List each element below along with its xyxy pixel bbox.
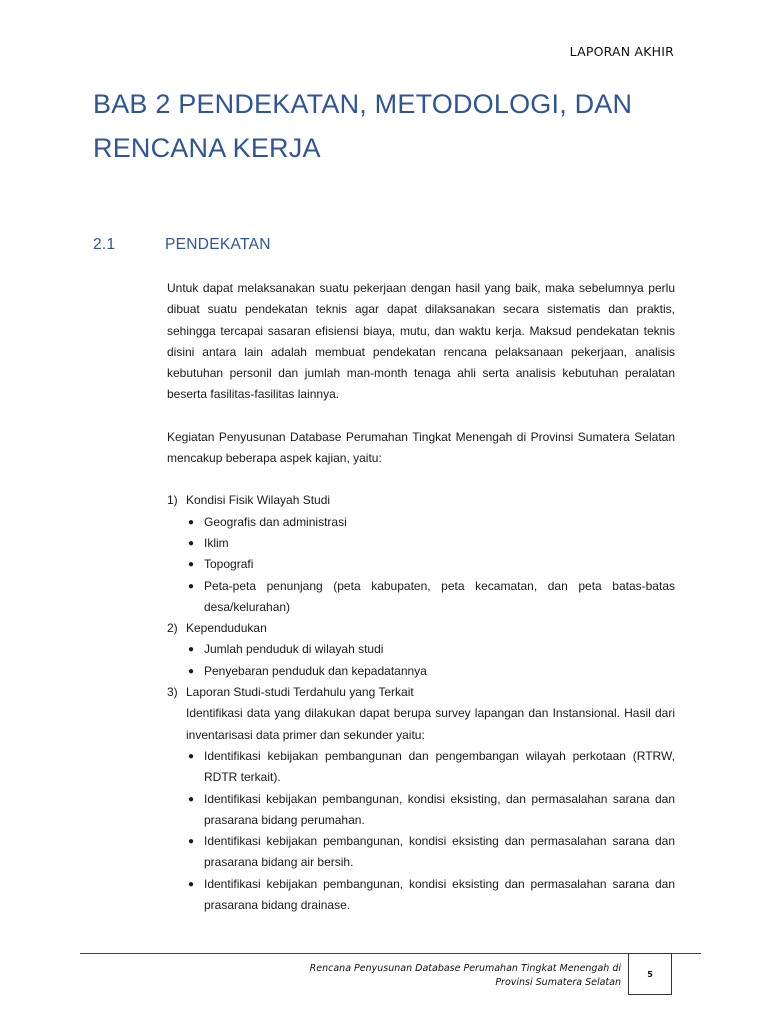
aspects-list [167, 490, 675, 916]
list-item: ● Topografi [186, 554, 675, 575]
list-item: ● Iklim [186, 533, 675, 554]
list-item: ● Identifikasi kebijakan pembangunan, kondisi eksisting dan permasalahan sarana dan prasarana bidang air bersih. [186, 831, 675, 874]
section-heading [93, 236, 271, 254]
bullet-dot-icon: ● [188, 836, 195, 848]
running-header: LAPORAN AKHIR [569, 44, 674, 59]
aspect-number: 3) [167, 685, 178, 700]
aspect-number: 2) [167, 621, 178, 636]
body-content [167, 278, 675, 916]
bullet-dot-icon: ● [188, 665, 195, 677]
bullet-dot-icon: ● [188, 793, 195, 805]
list-item: ● Identifikasi kebijakan pembangunan, kondisi eksisting dan permasalahan sarana dan prasarana bidang drainase. [186, 874, 675, 917]
chapter-title [93, 82, 693, 170]
aspect-item [167, 490, 675, 618]
chapter-title-line-1: BAB 2 PENDEKATAN, METODOLOGI, DAN [93, 89, 633, 119]
page-number: 5 [628, 953, 672, 995]
aspect-item [167, 618, 675, 682]
section-number: 2.1 [93, 236, 116, 253]
list-item: ● Identifikasi kebijakan pembangunan, kondisi eksisting, dan permasalahan sarana dan prasarana bidang perumahan. [186, 789, 675, 832]
scope-paragraph: Kegiatan Penyusunan Database Perumahan Tingkat Menengah di Provinsi Sumatera Selatan mencakup beberapa aspek kajian, yaitu: [167, 429, 675, 466]
list-item: ● Geografis dan administrasi [186, 512, 675, 533]
intro-paragraph: Untuk dapat melaksanakan suatu pekerjaan dengan hasil yang baik, maka sebelumnya perlu dibuat suatu pendekatan teknis agar dapat dilaksanakan secara sistematis dan praktis, sehingga tercapai sasaran efisiensi biaya, mutu, dan waktu kerja. Maksud pendekatan teknis disini antara lain adalah membuat pendekatan rencana pelaksanaan pekerjaan, analisis kebutuhan personil dan jumlah man-month tenaga ahli serta analisis kebutuhan peralatan beserta fasilitas-fasilitas lainnya. [167, 281, 675, 402]
footer-line-1: Rencana Penyusunan Database Perumahan Tingkat Menengah di [309, 963, 621, 974]
bullet-dot-icon: ● [188, 559, 195, 571]
bullet-dot-icon: ● [188, 750, 195, 762]
aspect-subitems [186, 746, 675, 916]
list-item: ● Penyebaran penduduk dan kepadatannya [186, 661, 675, 682]
bullet-dot-icon: ● [188, 537, 195, 549]
footer-title [221, 962, 621, 990]
footer-rule [80, 953, 701, 954]
aspect-subitems [186, 639, 675, 682]
footer-line-2: Provinsi Sumatera Selatan [495, 977, 621, 988]
aspect-title: Laporan Studi-studi Terdahulu yang Terkait [186, 685, 414, 700]
aspect-number: 1) [167, 493, 178, 508]
aspect-subitems [186, 512, 675, 618]
aspect-item [167, 682, 675, 916]
list-item: ● Peta-peta penunjang (peta kabupaten, peta kecamatan, dan peta batas-batas desa/kelurahan) [186, 576, 675, 619]
aspect-title: Kondisi Fisik Wilayah Studi [186, 493, 331, 508]
aspect-title: Kependudukan [186, 621, 267, 636]
bullet-dot-icon: ● [188, 644, 195, 656]
section-title: PENDEKATAN [165, 236, 271, 253]
bullet-dot-icon: ● [188, 516, 195, 528]
chapter-title-line-2: RENCANA KERJA [93, 133, 321, 163]
list-item: ● Jumlah penduduk di wilayah studi [186, 639, 675, 660]
list-item: ● Identifikasi kebijakan pembangunan dan pengembangan wilayah perkotaan (RTRW, RDTR terkait). [186, 746, 675, 789]
bullet-dot-icon: ● [188, 878, 195, 890]
aspect-description: Identifikasi data yang dilakukan dapat berupa survey lapangan dan Instansional. Hasil dari inventarisasi data primer dan sekunder yaitu: [186, 706, 675, 742]
bullet-dot-icon: ● [188, 580, 195, 592]
